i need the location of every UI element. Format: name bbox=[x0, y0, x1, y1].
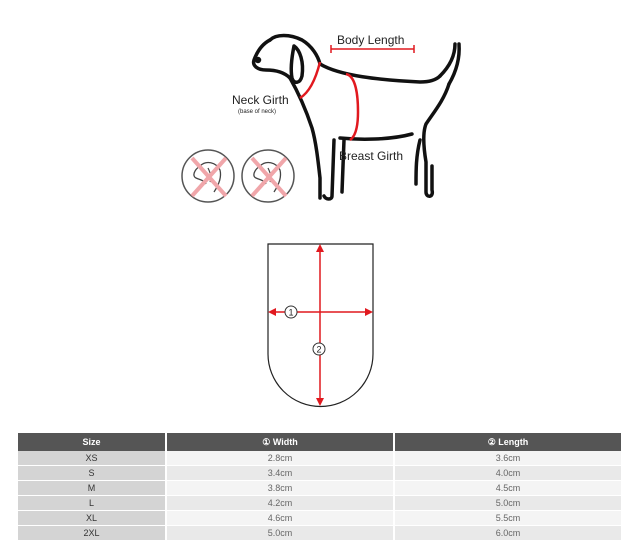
size-cell: XL bbox=[18, 511, 166, 526]
breast-girth-label: Breast Girth bbox=[339, 149, 404, 163]
width-cell: 4.2cm bbox=[166, 496, 394, 511]
header-width: ① Width bbox=[166, 433, 394, 451]
width-marker bbox=[285, 306, 297, 318]
table-row bbox=[18, 496, 621, 511]
length-marker bbox=[313, 343, 325, 355]
header-length: ② Length bbox=[394, 433, 621, 451]
length-cell: 5.0cm bbox=[394, 496, 621, 511]
size-cell: S bbox=[18, 466, 166, 481]
length-cell: 6.0cm bbox=[394, 526, 621, 541]
neck-girth-note: (base of neck) bbox=[238, 109, 277, 115]
length-cell: 4.5cm bbox=[394, 481, 621, 496]
table-row bbox=[18, 511, 621, 526]
breast-girth-line bbox=[346, 74, 358, 140]
table-row bbox=[18, 481, 621, 496]
table-header-row bbox=[18, 433, 621, 451]
neck-girth-label: Neck Girth bbox=[232, 93, 289, 107]
width-cell: 4.6cm bbox=[166, 511, 394, 526]
table-row bbox=[18, 526, 621, 541]
table-row bbox=[18, 451, 621, 466]
width-cell: 2.8cm bbox=[166, 451, 394, 466]
body-length-label: Body Length bbox=[337, 33, 405, 47]
tag-dimension-diagram bbox=[0, 228, 640, 418]
dog-measurement-illustration bbox=[0, 0, 640, 215]
size-cell: L bbox=[18, 496, 166, 511]
incorrect-fit-icon bbox=[242, 150, 294, 202]
size-cell: 2XL bbox=[18, 526, 166, 541]
header-size: Size bbox=[18, 433, 166, 451]
size-cell: M bbox=[18, 481, 166, 496]
table-row bbox=[18, 466, 621, 481]
length-cell: 4.0cm bbox=[394, 466, 621, 481]
svg-text:2: 2 bbox=[316, 344, 322, 355]
size-cell: XS bbox=[18, 451, 166, 466]
width-cell: 3.8cm bbox=[166, 481, 394, 496]
width-cell: 3.4cm bbox=[166, 466, 394, 481]
incorrect-fit-icon bbox=[182, 150, 234, 202]
svg-text:1: 1 bbox=[288, 307, 294, 318]
size-table bbox=[18, 433, 621, 541]
width-cell: 5.0cm bbox=[166, 526, 394, 541]
length-cell: 5.5cm bbox=[394, 511, 621, 526]
length-cell: 3.6cm bbox=[394, 451, 621, 466]
